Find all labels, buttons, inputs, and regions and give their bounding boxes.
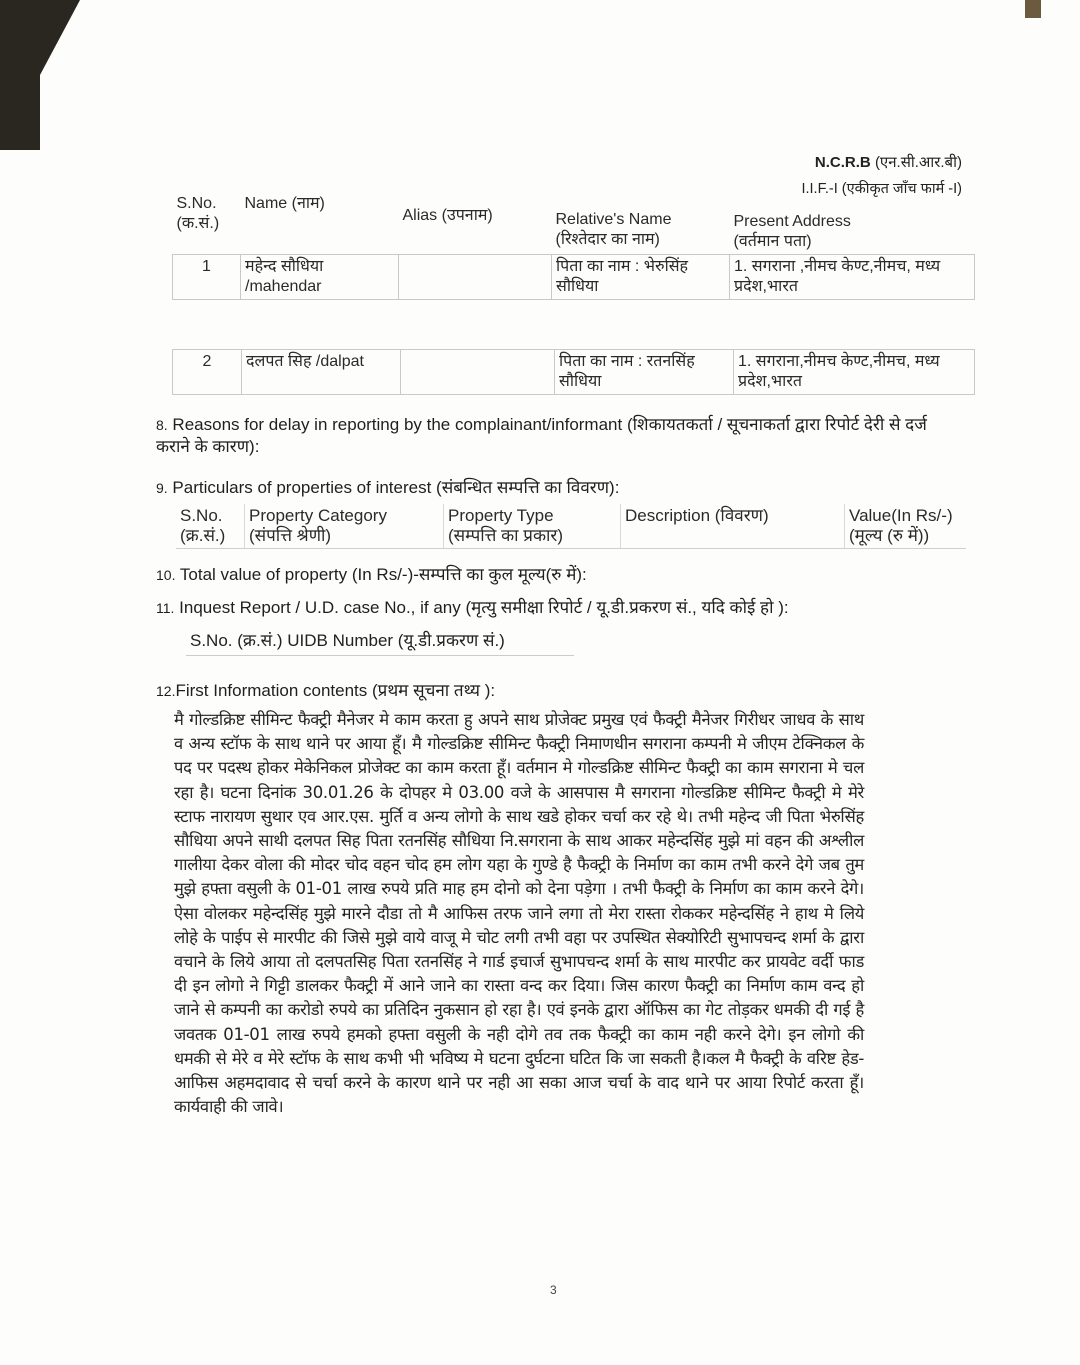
col-sno-hi: (क्र.सं.) (180, 526, 226, 545)
row-sno: 1 (173, 255, 241, 300)
section-8-delay-reasons (156, 414, 956, 458)
col-value (845, 504, 967, 549)
section-number: 9. (156, 480, 168, 496)
table-row (173, 350, 975, 395)
col-type-en: Property Type (448, 506, 554, 525)
section-number: 11. (156, 600, 175, 616)
col-sno (176, 504, 245, 549)
section-12-fir-contents (156, 680, 495, 702)
col-sno-en: S.No. (180, 506, 223, 525)
accused-table-header (173, 192, 975, 255)
col-relative-hi: (रिश्तेदार का नाम) (555, 231, 660, 248)
col-category-hi: (संपत्ति श्रेणी) (249, 526, 332, 545)
section-number: 12. (156, 683, 176, 699)
col-sno (173, 192, 241, 255)
section-number: 10. (156, 567, 176, 583)
col-description (621, 504, 845, 549)
page-number: 3 (550, 1283, 557, 1297)
col-category-en: Property Category (249, 506, 387, 525)
row-alias (399, 255, 552, 300)
col-address-en: Present Address (733, 213, 851, 230)
col-category (245, 504, 444, 549)
section-9-properties (156, 477, 619, 499)
col-alias: Alias (उपनाम) (402, 207, 493, 224)
row-name: महेन्द सौधिया /mahendar (241, 255, 399, 300)
table-row (173, 255, 975, 300)
col-type-hi: (सम्पत्ति का प्रकार) (448, 526, 564, 545)
ncrb-label-hindi: (एन.सी.आर.बी) (874, 154, 962, 171)
properties-table-header (176, 504, 966, 549)
col-type (444, 504, 621, 549)
col-sno-en: S.No. (176, 195, 217, 212)
section-11-inquest (156, 597, 789, 619)
section-number: 8. (156, 417, 168, 433)
properties-table (176, 504, 966, 549)
col-name: Name (नाम) (244, 195, 325, 212)
row-name: दलपत सिह /dalpat (242, 350, 401, 395)
form-id: I.I.F.-I (एकीकृत जाँच फार्म -I) (801, 181, 962, 197)
row-address: 1. सगराना,नीमच केण्ट,नीमच, मध्य प्रदेश,भारत (734, 350, 975, 395)
section-label: Inquest Report / U.D. case No., if any (मृत्यु समीक्षा रिपोर्ट / यू.डी.प्रकरण सं., यदि कोई हो ): (179, 598, 789, 617)
col-sno-hi: (क.सं.) (176, 215, 220, 232)
row-relative: पिता का नाम : रतनसिंह सौधिया (555, 350, 734, 395)
section-10-total-value (156, 564, 587, 586)
col-value-en: Value(In Rs/-) (849, 506, 953, 525)
section-label: Total value of property (In Rs/-)-सम्पत्ति का कुल मूल्य(रु में): (179, 565, 587, 584)
accused-table-continued (172, 349, 975, 395)
accused-table (172, 192, 975, 300)
fir-body-text: मै गोल्डक्रिष्ट सीमिन्ट फैक्ट्री मैनेजर मे काम करता हु अपने साथ प्रोजेक्ट प्रमुख एवं फैक्ट्री मैनेजर गिरीधर जाधव के साथ व अन्य स्टॉफ के साथ थाने पर आया हूँ। मै गोल्डक्रिष्ट सीमिन्ट फैक्ट्री निमाणधीन सगराना कम्पनी मे जीएम टेक्निकल के पद पर पदस्थ होकर मेकेनिकल प्रोजेक्ट का काम करता हूँ। वर्तमान मे गोल्डक्रिष्ट सीमिन्ट फैक्ट्री का काम सगराना मे चल रहा है। घटना दिनांक 30.01.26 के दोपहर मे 03.00 वजे के आसपास मै सगराना गोल्डक्रिष्ट सीमिन्ट फैक्ट्री मे मेरे स्टाफ नारायण सुथार एव आर.एस. मुर्ति व अन्य लोगो के साथ खडे होकर चर्चा कर रहे थे। तभी महेन्द जी पिता भेरुसिंह सौधिया अपने साथी दलपत सिह पिता रतनसिंह सौधिया नि.सगराना के साथ आकर महेन्दसिंह मुझे मां वहन की अश्लील गालीया देकर वोला की मोदर चोद वहन चोद हम लोग यहा के गुण्डे है फैक्ट्री के निर्माण का काम तभी करने देगे जब तुम मुझे हफ्ता वसुली के 01-01 लाख रुपये प्रति माह हम दोनो को देना पड़ेगा । तभी फैक्ट्री के निर्माण का काम करने देगे। ऐसा वोलकर महेन्दसिंह मुझे मारने दौडा तो मै आफिस तरफ जाने लगा तो मेरा रास्ता रोककर महेन्दसिंह ने हाथ मे लिये लोहे के पाईप से मारपीट की जिसे मुझे वाये वाजू मे चोट लगी तभी वहा पर उपस्थित सेक्योरिटी सुभापचन्द शर्मा के द्वारा वचाने के लिये आया तो दलपतसिह पिता रतनसिंह ने गार्ड इचार्ज सुभापचन्द शर्मा के साथ मारपीट कर प्रायवेट वर्दी फाड दी इन लोगो ने गिट्टी डालकर फैक्ट्री में आने जाने का रास्ता वन्द कर दिया। जिस कारण फैक्ट्री का निर्माण काम वन्द हो जाने से कम्पनी का करोडो रुपये का प्रतिदिन नुकसान हो रहा है। एवं इनके द्वारा ऑफिस का गेट तोड़कर धमकी दी गई है जवतक 01-01 लाख रुपये हमको हफ्ता वसुली के नही दोगे तव तक फैक्ट्री का काम नही करने देगे। इन लोगो की धमकी से मेरे व मेरे स्टॉफ के साथ कभी भी भविष्य मे घटना दुर्घटना घटित कि जा सकती है।कल मै फैक्ट्री के वरिष्ट हेड-आफिस अहमदावाद से चर्चा करने के कारण थाने पर नही आ सका आज चर्चा के वाद थाने पर आया रिपोर्ट करता हूँ। कार्यवाही की जावे। (174, 710, 864, 1117)
scan-shadow-edge (0, 0, 80, 150)
col-relative-en: Relative's Name (555, 211, 672, 228)
row-alias (401, 350, 555, 395)
ncrb-header (815, 152, 962, 172)
section-label: First Information contents (प्रथम सूचना तथ्य ): (175, 681, 496, 700)
section-label: Reasons for delay in reporting by the complainant/informant (शिकायतकर्ता / सूचनाकर्ता द्वारा रिपोर्ट देरी से दर्ज कराने के कारण): (156, 415, 927, 456)
uidb-table-header: S.No. (क्र.सं.) UIDB Number (यू.डी.प्रकरण सं.) (186, 626, 574, 656)
col-description-en: Description (विवरण) (625, 506, 769, 525)
ncrb-label: N.C.R.B (814, 154, 871, 171)
col-address-hi: (वर्तमान पता) (733, 233, 812, 250)
row-relative: पिता का नाम : भेरुसिंह सौधिया (552, 255, 730, 300)
col-address (730, 192, 975, 255)
section-label: Particulars of properties of interest (संबन्धित सम्पत्ति का विवरण): (172, 478, 620, 497)
col-value-hi: (मूल्य (रु में)) (849, 526, 930, 545)
col-relative (552, 192, 730, 255)
row-address: 1. सगराना ,नीमच केण्ट,नीमच, मध्य प्रदेश,भारत (730, 255, 975, 300)
row-sno: 2 (173, 350, 242, 395)
scan-edge-artifact (1025, 0, 1041, 18)
